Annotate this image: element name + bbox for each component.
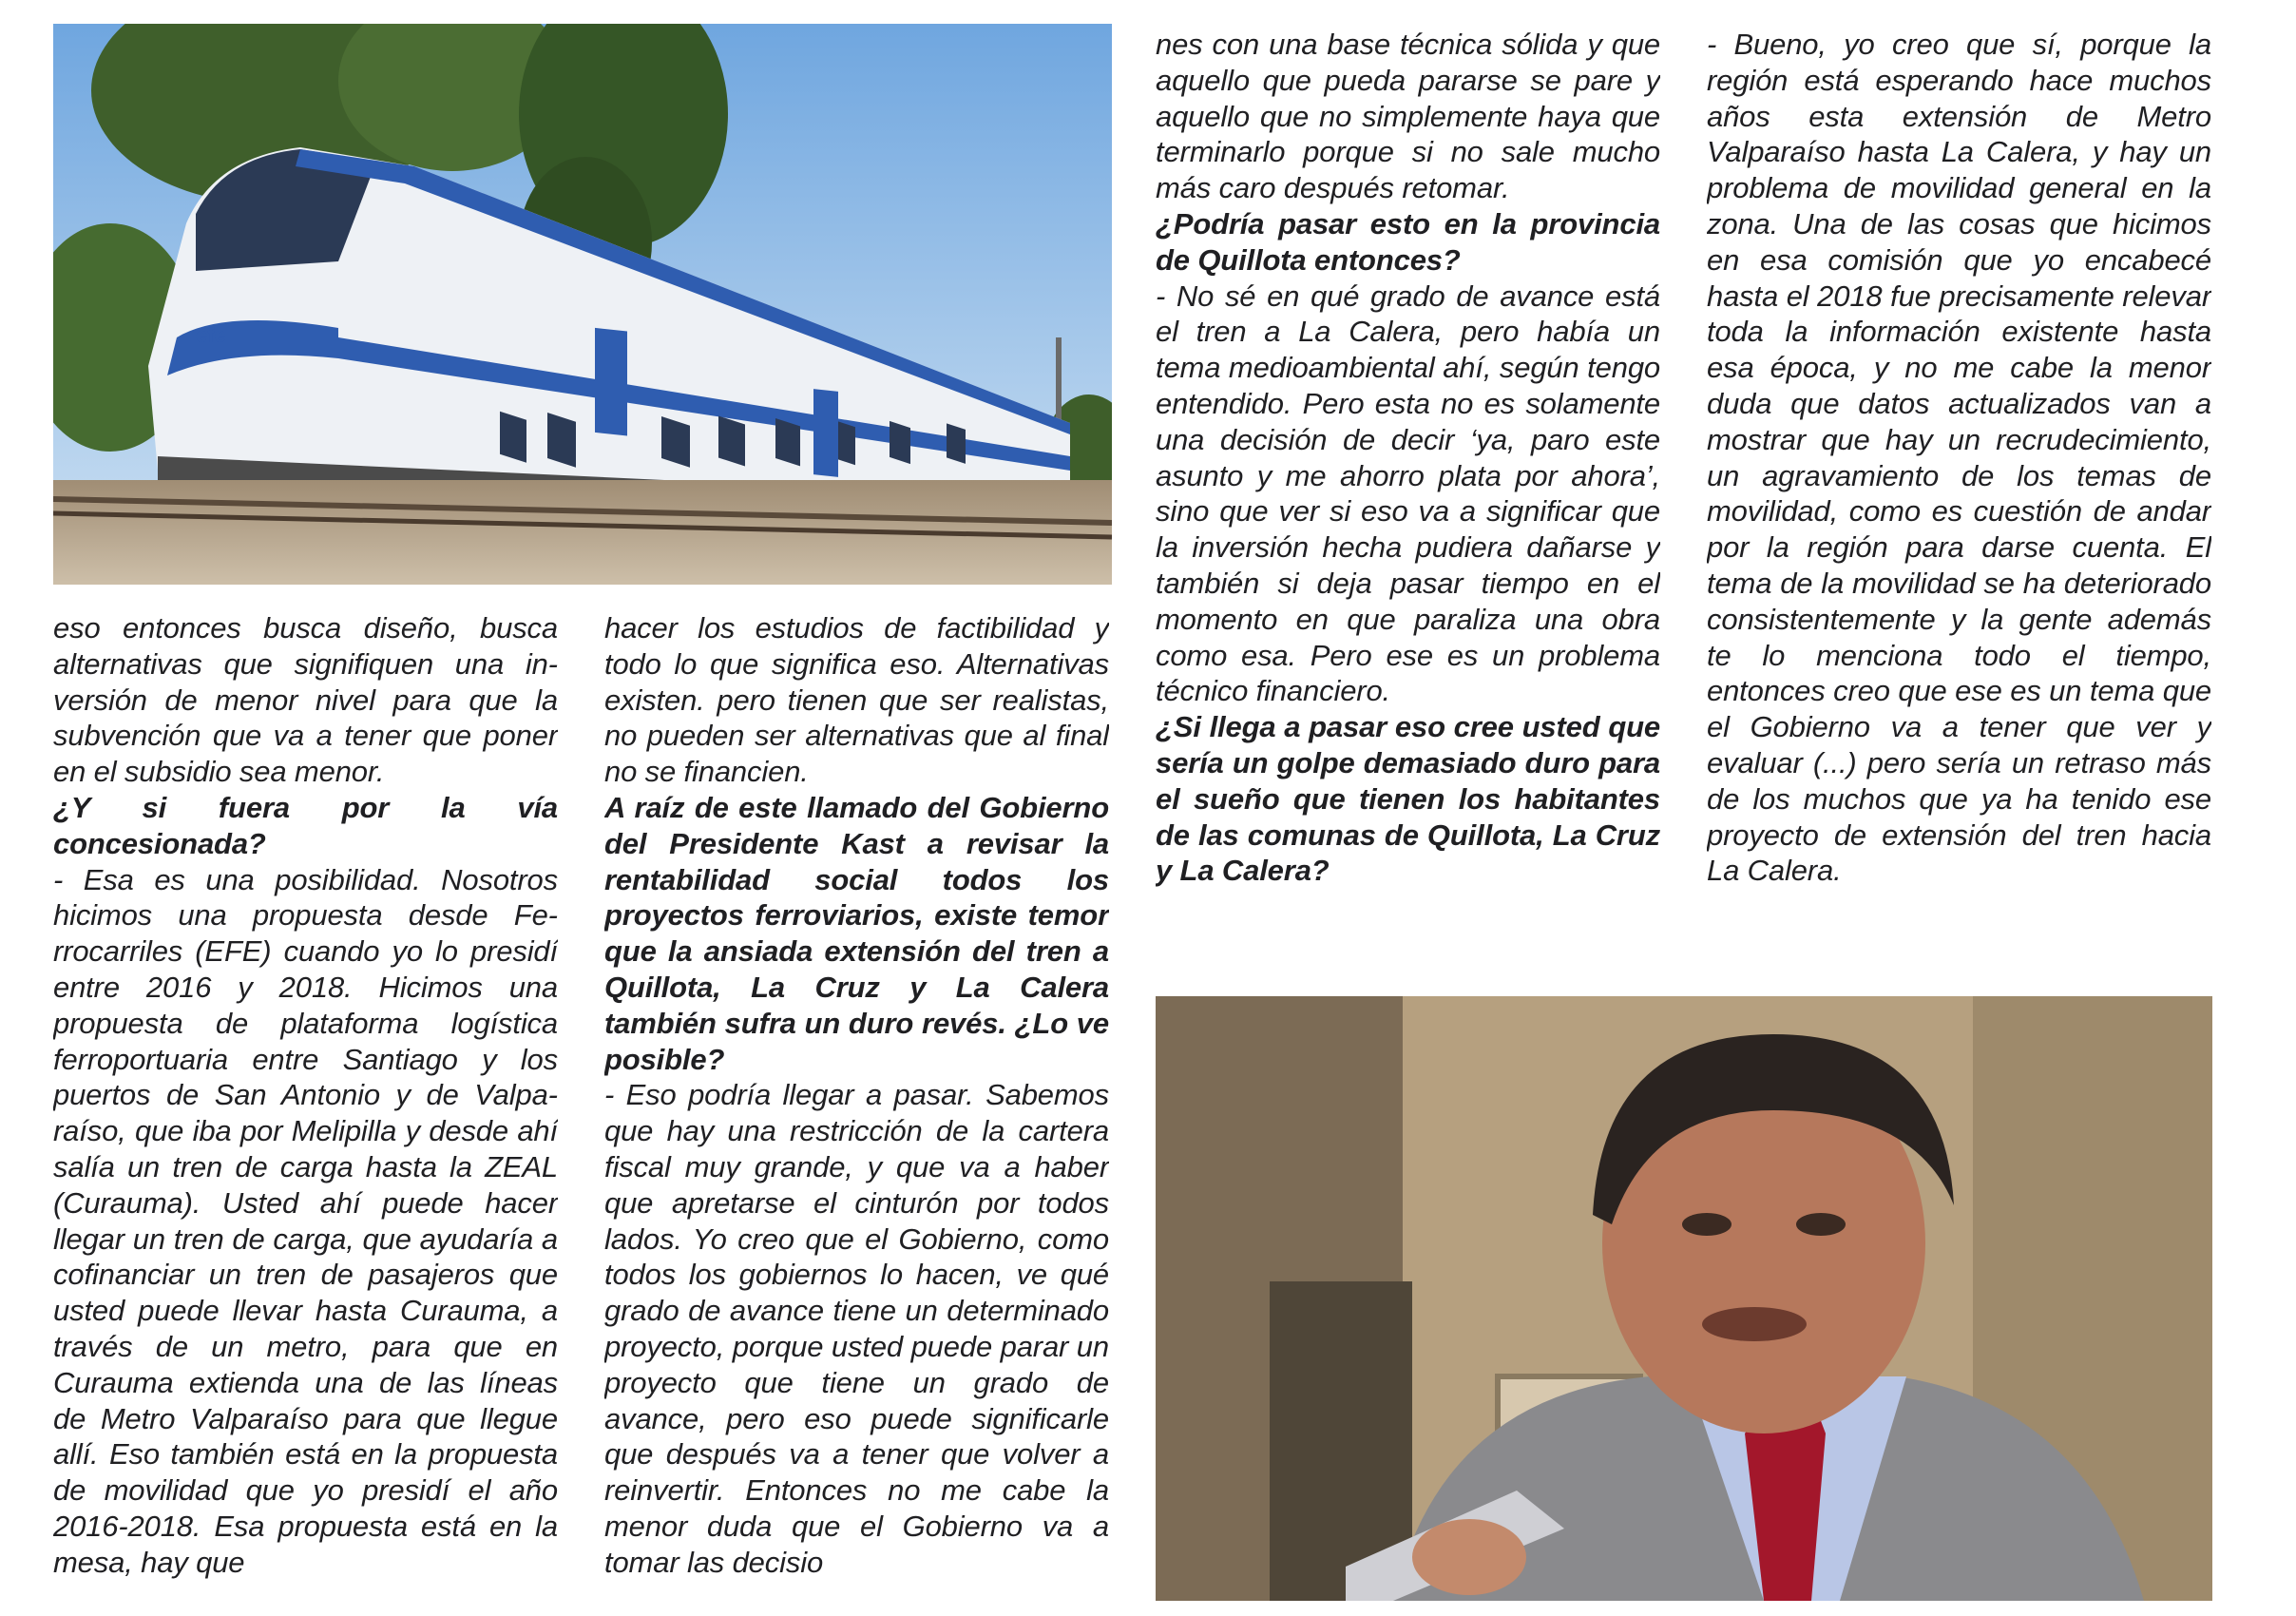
answer-paragraph: - No sé en qué grado de avance está el tren a La Calera, pero había un tema medioambiental ahí, según tengo entendido. Pero esta no es solamente una decisión de decir ‘ya, paro este asunto y me ahorro plata por ahora’, sino que ver si eso va a significar que la inversión hecha pudiera dañarse y también si deja pasar tiempo en el momento en que paraliza una obra como esa. Pero ese es un problema técnico financiero.: [1156, 279, 1660, 708]
article-column-2: [604, 610, 1109, 1589]
question-paragraph: ¿Si llega a pasar eso cree usted que sería un golpe demasiado duro para el sueño que tienen los habitantes de las comunas de Quillota, La Cruz y La Calera?: [1156, 710, 1660, 888]
question-paragraph: A raíz de este llamado del Gobierno del Presidente Kast a revisar la rentabilidad social todos los proyectos ferroviarios, existe temor que la ansiada extensión del tren a Quillota, La Cruz y La Calera también sufra un duro revés. ¿Lo ve posible?: [604, 790, 1109, 1076]
article-column-3: [1156, 27, 1660, 977]
hand: [1412, 1519, 1526, 1595]
answer-paragraph: nes con una base técnica sólida y que aquello que pueda pararse se pare y aquello que no simplemente haya que terminarlo porque si no sale mucho más caro después retomar.: [1156, 28, 1660, 205]
answer-paragraph: - Eso podría llegar a pasar. Sabemos que hay una restricción de la cartera fiscal muy grande, y que va a haber que apretarse el cinturón por todos lados. Yo creo que el Gobierno, como todos los gobiernos lo hacen, ve qué grado de avance tiene un determinado proyecto, porque usted puede parar un proyecto que tiene un grado de avance, pero eso puede significarle que después va a tener que volver a reinvertir. Entonces no me cabe la menor duda que el Gobierno va a tomar las decisio: [604, 1078, 1109, 1579]
article-column-1: [53, 610, 558, 1589]
interviewee-photo: [1156, 996, 2212, 1601]
article-column-4: [1707, 27, 2211, 977]
answer-paragraph: - Bueno, yo creo que sí, porque la región está esperando hace muchos años esta extensión de Metro Valparaíso hasta La Calera, y hay un problema de movilidad general en la zona. Una de las cosas que hicimos en esa comisión que yo encabecé hasta el 2018 fue precisamente relevar toda la información existente hasta esa época, y no me cabe la menor duda que datos actualizados van a mostrar que hay un recrudecimiento, un agravamiento de los temas de movilidad, como es cuestión de andar por la región para darse cuenta. El tema de la movilidad se ha deteriorado consistentemente y la gente además te lo menciona todo el tiempo, entonces creo que ese es un tema que el Gobierno va a tener que ver y evaluar (...) pero sería un retraso más de los muchos que ya ha tenido ese proyecto de extensión del tren hacia La Calera.: [1707, 28, 2211, 888]
person-illustration: [1156, 996, 2212, 1601]
question-paragraph: ¿Y si fuera por la vía concesionada?: [53, 790, 558, 860]
train-livery-logo: efe: [196, 323, 226, 347]
train-illustration: [53, 24, 1112, 585]
answer-paragraph: eso entonces busca diseño, busca alternativas que signifiquen una inversión de menor nivel para que la subvención que va a tener que poner en el subsidio sea menor.: [53, 611, 558, 789]
answer-paragraph: hacer los estudios de factibilidad y todo lo que significa eso. Alternativas existen. pero tienen que ser realistas, no pueden ser alternativas que al final no se financien.: [604, 611, 1109, 789]
train-photo: [53, 24, 1112, 585]
question-paragraph: ¿Podría pasar esto en la provincia de Quillota entonces?: [1156, 206, 1660, 277]
answer-paragraph: - Esa es una posibilidad. Nosotros hicimos una propuesta desde Ferrocarriles (EFE) cuando yo lo presidí entre 2016 y 2018. Hicimos una propuesta de plataforma logística ferroportuaria entre Santiago y los puertos de San Antonio y de Valparaíso, que iba por Melipilla y desde ahí salía un tren de carga hasta la ZEAL (Curauma). Usted ahí puede hacer llegar un tren de carga, que ayudaría a cofinanciar un tren de pasajeros que usted puede llevar hasta Curauma, a través de un metro, para que en Curauma extienda una de las líneas de Metro Valparaíso para que llegue allí. Eso también está en la propuesta de movilidad que yo presidí el año 2016-2018. Esa propuesta está en la mesa, hay que: [53, 862, 558, 1579]
